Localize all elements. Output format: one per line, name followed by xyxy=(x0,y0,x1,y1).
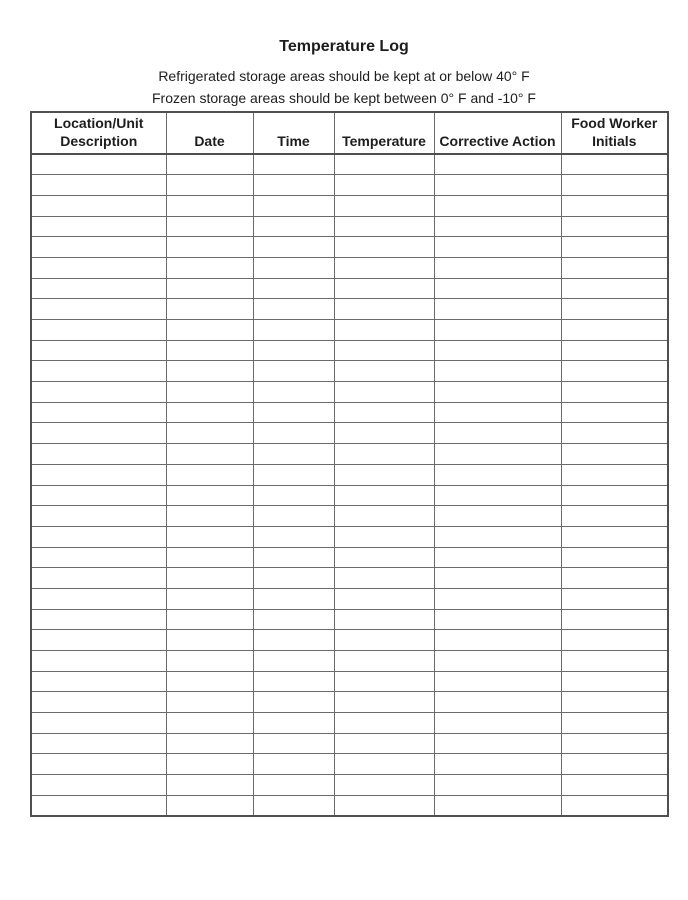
log-row xyxy=(31,713,668,734)
log-cell-date xyxy=(166,733,253,754)
log-cell-food-worker-initials xyxy=(561,237,668,258)
log-table-header xyxy=(31,112,668,154)
log-cell-time xyxy=(253,216,334,237)
log-cell-corrective-action xyxy=(434,299,561,320)
log-cell-date xyxy=(166,526,253,547)
log-row xyxy=(31,733,668,754)
log-cell-time xyxy=(253,175,334,196)
log-cell-corrective-action xyxy=(434,526,561,547)
log-cell-corrective-action xyxy=(434,754,561,775)
log-cell-date xyxy=(166,692,253,713)
log-cell-temperature xyxy=(334,630,434,651)
log-cell-food-worker-initials xyxy=(561,733,668,754)
log-cell-time xyxy=(253,526,334,547)
log-row xyxy=(31,568,668,589)
log-cell-date xyxy=(166,361,253,382)
log-cell-date xyxy=(166,195,253,216)
log-cell-date xyxy=(166,382,253,403)
log-cell-corrective-action xyxy=(434,237,561,258)
log-cell-time xyxy=(253,547,334,568)
log-cell-location-unit-description xyxy=(31,216,166,237)
log-cell-temperature xyxy=(334,423,434,444)
log-cell-time xyxy=(253,775,334,796)
log-row xyxy=(31,775,668,796)
log-cell-corrective-action xyxy=(434,671,561,692)
log-cell-corrective-action xyxy=(434,361,561,382)
log-cell-location-unit-description xyxy=(31,795,166,816)
log-cell-food-worker-initials xyxy=(561,713,668,734)
log-cell-corrective-action xyxy=(434,320,561,341)
log-cell-food-worker-initials xyxy=(561,775,668,796)
log-cell-food-worker-initials xyxy=(561,588,668,609)
log-cell-food-worker-initials xyxy=(561,526,668,547)
log-cell-corrective-action xyxy=(434,485,561,506)
log-row xyxy=(31,175,668,196)
log-cell-corrective-action xyxy=(434,154,561,175)
log-cell-time xyxy=(253,692,334,713)
log-cell-location-unit-description xyxy=(31,651,166,672)
column-header-location-unit-description xyxy=(31,112,166,154)
log-row xyxy=(31,361,668,382)
log-cell-location-unit-description xyxy=(31,444,166,465)
log-cell-location-unit-description xyxy=(31,547,166,568)
column-header-line: Corrective Action xyxy=(439,133,556,149)
log-cell-temperature xyxy=(334,754,434,775)
log-row xyxy=(31,402,668,423)
log-cell-food-worker-initials xyxy=(561,692,668,713)
log-cell-date xyxy=(166,423,253,444)
log-cell-time xyxy=(253,237,334,258)
log-cell-date xyxy=(166,609,253,630)
log-cell-date xyxy=(166,754,253,775)
log-cell-location-unit-description xyxy=(31,526,166,547)
log-cell-temperature xyxy=(334,382,434,403)
log-cell-temperature xyxy=(334,278,434,299)
log-cell-food-worker-initials xyxy=(561,154,668,175)
log-cell-food-worker-initials xyxy=(561,216,668,237)
log-row xyxy=(31,506,668,527)
log-row xyxy=(31,485,668,506)
log-cell-temperature xyxy=(334,485,434,506)
log-cell-time xyxy=(253,485,334,506)
log-cell-food-worker-initials xyxy=(561,630,668,651)
log-cell-temperature xyxy=(334,257,434,278)
log-cell-location-unit-description xyxy=(31,257,166,278)
log-cell-time xyxy=(253,651,334,672)
log-cell-location-unit-description xyxy=(31,692,166,713)
log-cell-corrective-action xyxy=(434,444,561,465)
log-row xyxy=(31,526,668,547)
log-cell-date xyxy=(166,402,253,423)
log-cell-location-unit-description xyxy=(31,568,166,589)
log-cell-temperature xyxy=(334,299,434,320)
log-cell-location-unit-description xyxy=(31,237,166,258)
column-header-line: Food Worker xyxy=(571,115,658,131)
log-cell-location-unit-description xyxy=(31,278,166,299)
log-row xyxy=(31,299,668,320)
log-cell-food-worker-initials xyxy=(561,402,668,423)
log-cell-date xyxy=(166,320,253,341)
log-cell-date xyxy=(166,237,253,258)
log-cell-temperature xyxy=(334,175,434,196)
log-cell-location-unit-description xyxy=(31,320,166,341)
log-cell-location-unit-description xyxy=(31,630,166,651)
temperature-log-table xyxy=(30,111,669,817)
log-cell-corrective-action xyxy=(434,609,561,630)
log-cell-temperature xyxy=(334,526,434,547)
log-row xyxy=(31,340,668,361)
log-cell-time xyxy=(253,361,334,382)
log-cell-time xyxy=(253,320,334,341)
log-cell-temperature xyxy=(334,154,434,175)
log-cell-food-worker-initials xyxy=(561,506,668,527)
log-cell-food-worker-initials xyxy=(561,175,668,196)
log-cell-food-worker-initials xyxy=(561,361,668,382)
log-cell-time xyxy=(253,402,334,423)
log-cell-location-unit-description xyxy=(31,775,166,796)
log-cell-temperature xyxy=(334,651,434,672)
log-cell-food-worker-initials xyxy=(561,671,668,692)
log-cell-corrective-action xyxy=(434,402,561,423)
log-cell-temperature xyxy=(334,733,434,754)
log-cell-corrective-action xyxy=(434,195,561,216)
log-cell-time xyxy=(253,506,334,527)
log-cell-location-unit-description xyxy=(31,671,166,692)
column-header-line: Time xyxy=(277,133,310,149)
column-header-line: Description xyxy=(60,133,138,149)
log-cell-time xyxy=(253,340,334,361)
column-header-line: Location/Unit xyxy=(54,115,144,131)
log-cell-corrective-action xyxy=(434,651,561,672)
log-row xyxy=(31,257,668,278)
log-cell-food-worker-initials xyxy=(561,320,668,341)
log-cell-time xyxy=(253,630,334,651)
log-cell-corrective-action xyxy=(434,588,561,609)
log-cell-corrective-action xyxy=(434,175,561,196)
log-cell-food-worker-initials xyxy=(561,547,668,568)
log-cell-food-worker-initials xyxy=(561,195,668,216)
log-cell-corrective-action xyxy=(434,382,561,403)
log-cell-time xyxy=(253,257,334,278)
log-cell-food-worker-initials xyxy=(561,651,668,672)
log-cell-corrective-action xyxy=(434,216,561,237)
log-cell-food-worker-initials xyxy=(561,382,668,403)
log-cell-food-worker-initials xyxy=(561,795,668,816)
log-cell-location-unit-description xyxy=(31,195,166,216)
column-header-corrective-action xyxy=(434,112,561,154)
log-cell-temperature xyxy=(334,609,434,630)
log-cell-location-unit-description xyxy=(31,340,166,361)
log-cell-date xyxy=(166,464,253,485)
log-cell-location-unit-description xyxy=(31,733,166,754)
log-cell-date xyxy=(166,257,253,278)
log-cell-date xyxy=(166,713,253,734)
log-cell-time xyxy=(253,671,334,692)
log-cell-location-unit-description xyxy=(31,154,166,175)
log-row xyxy=(31,423,668,444)
log-cell-location-unit-description xyxy=(31,609,166,630)
log-cell-temperature xyxy=(334,506,434,527)
log-table-body xyxy=(31,154,668,816)
log-cell-time xyxy=(253,382,334,403)
log-cell-food-worker-initials xyxy=(561,485,668,506)
log-cell-corrective-action xyxy=(434,423,561,444)
log-cell-time xyxy=(253,299,334,320)
log-cell-temperature xyxy=(334,692,434,713)
log-cell-temperature xyxy=(334,547,434,568)
log-row xyxy=(31,588,668,609)
log-row xyxy=(31,547,668,568)
column-header-line: Initials xyxy=(592,133,637,149)
column-header-time xyxy=(253,112,334,154)
log-cell-location-unit-description xyxy=(31,485,166,506)
log-cell-corrective-action xyxy=(434,257,561,278)
column-header-date xyxy=(166,112,253,154)
log-cell-date xyxy=(166,547,253,568)
log-row xyxy=(31,651,668,672)
log-cell-location-unit-description xyxy=(31,713,166,734)
log-cell-date xyxy=(166,568,253,589)
log-cell-temperature xyxy=(334,216,434,237)
log-cell-date xyxy=(166,506,253,527)
log-row xyxy=(31,444,668,465)
log-cell-temperature xyxy=(334,444,434,465)
header-row xyxy=(31,112,668,154)
log-cell-time xyxy=(253,713,334,734)
log-cell-location-unit-description xyxy=(31,464,166,485)
log-cell-date xyxy=(166,444,253,465)
log-cell-food-worker-initials xyxy=(561,278,668,299)
log-cell-date xyxy=(166,630,253,651)
log-cell-date xyxy=(166,775,253,796)
log-cell-temperature xyxy=(334,795,434,816)
log-cell-food-worker-initials xyxy=(561,299,668,320)
log-cell-time xyxy=(253,464,334,485)
log-cell-corrective-action xyxy=(434,630,561,651)
log-cell-temperature xyxy=(334,402,434,423)
page-title: Temperature Log xyxy=(279,38,409,55)
log-cell-location-unit-description xyxy=(31,506,166,527)
log-cell-temperature xyxy=(334,320,434,341)
log-cell-time xyxy=(253,154,334,175)
log-cell-food-worker-initials xyxy=(561,609,668,630)
log-row xyxy=(31,216,668,237)
log-cell-temperature xyxy=(334,568,434,589)
log-row xyxy=(31,154,668,175)
log-cell-date xyxy=(166,795,253,816)
log-cell-corrective-action xyxy=(434,692,561,713)
log-cell-temperature xyxy=(334,195,434,216)
log-cell-date xyxy=(166,651,253,672)
log-cell-location-unit-description xyxy=(31,588,166,609)
log-cell-temperature xyxy=(334,237,434,258)
instruction-frozen: Frozen storage areas should be kept between 0° F and -10° F xyxy=(152,90,536,106)
log-cell-corrective-action xyxy=(434,506,561,527)
column-header-line: Date xyxy=(194,133,225,149)
log-cell-corrective-action xyxy=(434,733,561,754)
log-row xyxy=(31,795,668,816)
log-row xyxy=(31,754,668,775)
log-cell-corrective-action xyxy=(434,775,561,796)
log-cell-food-worker-initials xyxy=(561,444,668,465)
log-cell-location-unit-description xyxy=(31,175,166,196)
log-cell-date xyxy=(166,588,253,609)
log-cell-food-worker-initials xyxy=(561,568,668,589)
log-cell-temperature xyxy=(334,713,434,734)
log-row xyxy=(31,671,668,692)
log-cell-time xyxy=(253,795,334,816)
log-cell-time xyxy=(253,588,334,609)
log-cell-temperature xyxy=(334,361,434,382)
log-cell-date xyxy=(166,216,253,237)
log-row xyxy=(31,195,668,216)
log-cell-location-unit-description xyxy=(31,402,166,423)
log-cell-corrective-action xyxy=(434,340,561,361)
log-cell-temperature xyxy=(334,588,434,609)
log-cell-location-unit-description xyxy=(31,361,166,382)
log-cell-time xyxy=(253,195,334,216)
column-header-line: Temperature xyxy=(342,133,426,149)
log-cell-time xyxy=(253,568,334,589)
log-cell-corrective-action xyxy=(434,795,561,816)
log-cell-date xyxy=(166,154,253,175)
log-cell-time xyxy=(253,444,334,465)
log-cell-food-worker-initials xyxy=(561,423,668,444)
log-cell-location-unit-description xyxy=(31,754,166,775)
log-cell-date xyxy=(166,485,253,506)
log-cell-temperature xyxy=(334,464,434,485)
log-row xyxy=(31,630,668,651)
log-cell-time xyxy=(253,733,334,754)
log-cell-food-worker-initials xyxy=(561,257,668,278)
log-cell-date xyxy=(166,175,253,196)
log-cell-temperature xyxy=(334,671,434,692)
log-row xyxy=(31,320,668,341)
log-cell-corrective-action xyxy=(434,568,561,589)
log-cell-date xyxy=(166,671,253,692)
log-cell-temperature xyxy=(334,340,434,361)
log-cell-time xyxy=(253,754,334,775)
log-cell-food-worker-initials xyxy=(561,340,668,361)
log-row xyxy=(31,278,668,299)
log-cell-time xyxy=(253,278,334,299)
log-cell-temperature xyxy=(334,775,434,796)
log-cell-corrective-action xyxy=(434,547,561,568)
instruction-refrigerated: Refrigerated storage areas should be kept at or below 40° F xyxy=(158,68,530,84)
log-row xyxy=(31,237,668,258)
log-cell-date xyxy=(166,278,253,299)
log-row xyxy=(31,692,668,713)
log-cell-food-worker-initials xyxy=(561,754,668,775)
log-row xyxy=(31,609,668,630)
log-cell-time xyxy=(253,423,334,444)
log-cell-location-unit-description xyxy=(31,299,166,320)
log-cell-time xyxy=(253,609,334,630)
log-cell-date xyxy=(166,340,253,361)
column-header-temperature xyxy=(334,112,434,154)
log-cell-location-unit-description xyxy=(31,382,166,403)
log-cell-location-unit-description xyxy=(31,423,166,444)
log-cell-corrective-action xyxy=(434,713,561,734)
log-cell-corrective-action xyxy=(434,278,561,299)
log-row xyxy=(31,464,668,485)
column-header-food-worker-initials xyxy=(561,112,668,154)
log-cell-date xyxy=(166,299,253,320)
log-cell-corrective-action xyxy=(434,464,561,485)
log-row xyxy=(31,382,668,403)
log-cell-food-worker-initials xyxy=(561,464,668,485)
